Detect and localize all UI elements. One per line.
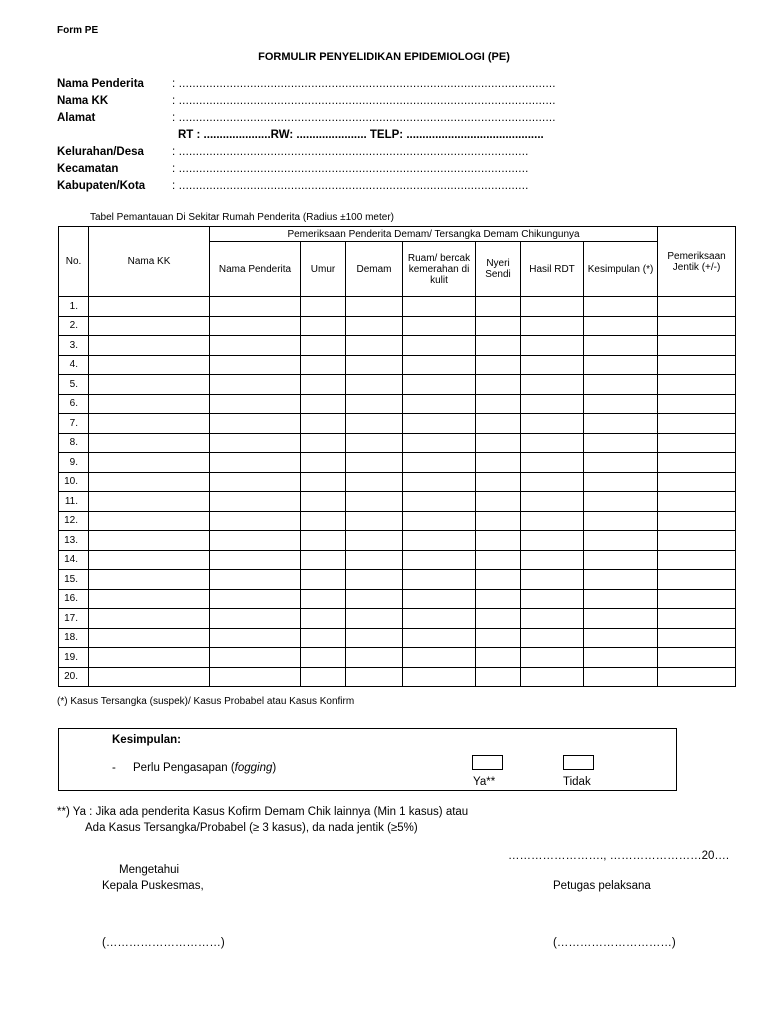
table-cell[interactable] — [521, 511, 584, 531]
table-cell[interactable] — [301, 355, 346, 375]
ya-checkbox[interactable] — [472, 755, 503, 770]
table-cell[interactable] — [89, 414, 210, 434]
table-cell[interactable] — [476, 589, 521, 609]
table-row — [59, 394, 736, 414]
table-cell[interactable] — [210, 297, 301, 317]
row-number: 6. — [59, 394, 89, 414]
table-cell[interactable] — [403, 550, 476, 570]
table-row — [59, 297, 736, 317]
table-cell[interactable] — [521, 453, 584, 473]
table-cell[interactable] — [346, 648, 403, 668]
table-cell[interactable] — [89, 609, 210, 629]
table-cell[interactable] — [403, 336, 476, 356]
table-cell[interactable] — [658, 628, 736, 648]
table-cell[interactable] — [476, 667, 521, 687]
table-cell[interactable] — [584, 570, 658, 590]
row-number: 15. — [59, 570, 89, 590]
table-cell[interactable] — [476, 570, 521, 590]
header-kesimpulan: Kesimpulan (*) — [584, 242, 658, 297]
table-cell[interactable] — [346, 531, 403, 551]
table-cell[interactable] — [346, 550, 403, 570]
header-nama-penderita: Nama Penderita — [210, 242, 301, 297]
table-cell[interactable] — [476, 414, 521, 434]
table-cell[interactable] — [210, 492, 301, 512]
table-cell[interactable] — [346, 472, 403, 492]
table-cell[interactable] — [521, 492, 584, 512]
table-cell[interactable] — [658, 316, 736, 336]
table-cell[interactable] — [584, 297, 658, 317]
table-cell[interactable] — [584, 394, 658, 414]
table-cell[interactable] — [301, 336, 346, 356]
header-ruam: Ruam/ bercak kemerahan di kulit — [403, 242, 476, 297]
table-row — [59, 414, 736, 434]
table-cell[interactable] — [210, 628, 301, 648]
table-cell[interactable] — [658, 375, 736, 395]
table-cell[interactable] — [301, 394, 346, 414]
value-kecamatan[interactable]: : ....................................................................................................... — [172, 163, 529, 175]
fogging-label: Perlu Pengasapan (fogging) — [133, 762, 277, 774]
table-cell[interactable] — [346, 453, 403, 473]
table-cell[interactable] — [584, 433, 658, 453]
table-cell[interactable] — [403, 628, 476, 648]
tidak-checkbox[interactable] — [563, 755, 594, 770]
note-line-1: **) Ya : Jika ada penderita Kasus Kofirm Demam Chik lainnya (Min 1 kasus) atau — [57, 806, 469, 818]
table-cell[interactable] — [210, 453, 301, 473]
table-cell[interactable] — [658, 667, 736, 687]
table-cell[interactable] — [403, 297, 476, 317]
table-cell[interactable] — [476, 609, 521, 629]
table-cell[interactable] — [301, 628, 346, 648]
row-number: 20. — [59, 667, 89, 687]
table-cell[interactable] — [521, 472, 584, 492]
table-cell[interactable] — [658, 511, 736, 531]
table-cell[interactable] — [521, 570, 584, 590]
table-cell[interactable] — [210, 394, 301, 414]
table-cell[interactable] — [346, 375, 403, 395]
row-number: 1. — [59, 297, 89, 317]
table-cell[interactable] — [521, 375, 584, 395]
table-cell[interactable] — [301, 570, 346, 590]
table-cell[interactable] — [346, 414, 403, 434]
table-cell[interactable] — [301, 472, 346, 492]
value-alamat[interactable]: : ............................................................................................................... — [172, 112, 556, 124]
table-cell[interactable] — [403, 472, 476, 492]
table-cell[interactable] — [346, 336, 403, 356]
form-title: FORMULIR PENYELIDIKAN EPIDEMIOLOGI (PE) — [258, 51, 510, 63]
table-cell[interactable] — [584, 453, 658, 473]
table-cell[interactable] — [210, 667, 301, 687]
table-cell[interactable] — [584, 492, 658, 512]
table-cell[interactable] — [89, 453, 210, 473]
table-row — [59, 453, 736, 473]
tidak-label: Tidak — [563, 776, 591, 788]
table-cell[interactable] — [89, 531, 210, 551]
mengetahui-label: Mengetahui — [119, 864, 180, 876]
table-cell[interactable] — [476, 355, 521, 375]
table-cell[interactable] — [658, 414, 736, 434]
table-cell[interactable] — [584, 316, 658, 336]
table-cell[interactable] — [521, 667, 584, 687]
table-cell[interactable] — [521, 414, 584, 434]
label-kabupaten: Kabupaten/Kota — [57, 180, 146, 192]
table-cell[interactable] — [301, 297, 346, 317]
table-cell[interactable] — [210, 589, 301, 609]
row-number: 5. — [59, 375, 89, 395]
form-code: Form PE — [57, 25, 99, 36]
table-cell[interactable] — [403, 609, 476, 629]
table-row — [59, 628, 736, 648]
table-row — [59, 492, 736, 512]
row-number: 8. — [59, 433, 89, 453]
table-cell[interactable] — [210, 531, 301, 551]
table-cell[interactable] — [584, 550, 658, 570]
row-number: 13. — [59, 531, 89, 551]
table-cell[interactable] — [403, 453, 476, 473]
table-cell[interactable] — [658, 589, 736, 609]
row-number: 10. — [59, 472, 89, 492]
value-nama-kk[interactable]: : ............................................................................................................... — [172, 95, 556, 107]
table-row — [59, 511, 736, 531]
table-cell[interactable] — [301, 492, 346, 512]
table-cell[interactable] — [346, 297, 403, 317]
table-cell[interactable] — [476, 433, 521, 453]
table-cell[interactable] — [89, 648, 210, 668]
table-cell[interactable] — [346, 609, 403, 629]
table-cell[interactable] — [521, 355, 584, 375]
value-kabupaten[interactable]: : ....................................................................................................... — [172, 180, 529, 192]
table-cell[interactable] — [476, 394, 521, 414]
table-cell[interactable] — [301, 609, 346, 629]
table-cell[interactable] — [584, 336, 658, 356]
table-cell[interactable] — [403, 589, 476, 609]
header-pemeriksaan-group: Pemeriksaan Penderita Demam/ Tersangka Demam Chikungunya — [210, 227, 658, 242]
table-cell[interactable] — [346, 511, 403, 531]
table-cell[interactable] — [89, 375, 210, 395]
table-cell[interactable] — [476, 550, 521, 570]
table-cell[interactable] — [403, 492, 476, 512]
kepala-puskesmas-label: Kepala Puskesmas, — [102, 880, 204, 892]
table-cell[interactable] — [584, 628, 658, 648]
row-number: 16. — [59, 589, 89, 609]
table-cell[interactable] — [584, 472, 658, 492]
table-cell[interactable] — [658, 550, 736, 570]
row-number: 7. — [59, 414, 89, 434]
table-row — [59, 433, 736, 453]
signature-petugas[interactable]: (…………………………) — [553, 937, 676, 949]
table-cell[interactable] — [521, 589, 584, 609]
row-number: 9. — [59, 453, 89, 473]
table-cell[interactable] — [346, 492, 403, 512]
table-cell[interactable] — [658, 297, 736, 317]
table-row — [59, 667, 736, 687]
table-cell[interactable] — [658, 336, 736, 356]
label-kecamatan: Kecamatan — [57, 163, 119, 175]
header-nyeri-sendi: Nyeri Sendi — [476, 242, 521, 297]
table-cell[interactable] — [89, 628, 210, 648]
table-cell[interactable] — [210, 316, 301, 336]
table-cell[interactable] — [346, 394, 403, 414]
footnote: (*) Kasus Tersangka (suspek)/ Kasus Probabel atau Kasus Konfirm — [57, 696, 355, 707]
petugas-label: Petugas pelaksana — [553, 880, 651, 892]
ya-label: Ya** — [473, 776, 496, 788]
table-cell[interactable] — [658, 609, 736, 629]
row-number: 11. — [59, 492, 89, 512]
table-cell[interactable] — [89, 433, 210, 453]
table-row — [59, 531, 736, 551]
table-cell[interactable] — [346, 570, 403, 590]
table-cell[interactable] — [476, 316, 521, 336]
value-nama-penderita[interactable]: : ............................................................................................................... — [172, 78, 556, 90]
table-cell[interactable] — [584, 648, 658, 668]
table-cell[interactable] — [210, 336, 301, 356]
table-cell[interactable] — [584, 414, 658, 434]
table-cell[interactable] — [521, 648, 584, 668]
label-alamat: Alamat — [57, 112, 96, 124]
table-cell[interactable] — [346, 589, 403, 609]
table-cell[interactable] — [584, 609, 658, 629]
table-cell[interactable] — [346, 355, 403, 375]
table-cell[interactable] — [210, 511, 301, 531]
table-cell[interactable] — [89, 492, 210, 512]
table-cell[interactable] — [346, 667, 403, 687]
table-row — [59, 570, 736, 590]
table-cell[interactable] — [301, 316, 346, 336]
table-cell[interactable] — [476, 492, 521, 512]
table-cell[interactable] — [403, 414, 476, 434]
table-cell[interactable] — [210, 648, 301, 668]
table-cell[interactable] — [301, 531, 346, 551]
table-row — [59, 336, 736, 356]
table-cell[interactable] — [476, 453, 521, 473]
header-nama-kk: Nama KK — [89, 227, 210, 297]
table-cell[interactable] — [89, 297, 210, 317]
table-row — [59, 316, 736, 336]
header-hasil-rdt: Hasil RDT — [521, 242, 584, 297]
kesimpulan-bullet: - — [112, 762, 116, 774]
table-cell[interactable] — [521, 609, 584, 629]
table-cell[interactable] — [403, 355, 476, 375]
table-cell[interactable] — [403, 511, 476, 531]
table-cell[interactable] — [89, 316, 210, 336]
table-caption: Tabel Pemantauan Di Sekitar Rumah Penderita (Radius ±100 meter) — [90, 212, 394, 223]
table-cell[interactable] — [521, 550, 584, 570]
header-demam: Demam — [346, 242, 403, 297]
table-cell[interactable] — [584, 667, 658, 687]
table-row — [59, 589, 736, 609]
row-number: 2. — [59, 316, 89, 336]
table-cell[interactable] — [346, 628, 403, 648]
kesimpulan-title: Kesimpulan: — [112, 734, 182, 746]
table-cell[interactable] — [658, 648, 736, 668]
header-umur: Umur — [301, 242, 346, 297]
table-cell[interactable] — [346, 433, 403, 453]
table-cell[interactable] — [658, 472, 736, 492]
header-jentik: Pemeriksaan Jentik (+/-) — [658, 227, 736, 297]
table-cell[interactable] — [584, 511, 658, 531]
table-cell[interactable] — [346, 316, 403, 336]
row-number: 12. — [59, 511, 89, 531]
table-cell[interactable] — [521, 297, 584, 317]
table-cell[interactable] — [521, 628, 584, 648]
label-kelurahan: Kelurahan/Desa — [57, 146, 144, 158]
date-line[interactable]: ……………………., ……………………20…. — [508, 850, 730, 862]
header-no: No. — [59, 227, 89, 297]
label-nama-kk: Nama KK — [57, 95, 109, 107]
table-cell[interactable] — [476, 531, 521, 551]
table-cell[interactable] — [301, 511, 346, 531]
table-cell[interactable] — [403, 394, 476, 414]
table-cell[interactable] — [89, 511, 210, 531]
row-number: 17. — [59, 609, 89, 629]
table-cell[interactable] — [658, 570, 736, 590]
table-row — [59, 472, 736, 492]
table-cell[interactable] — [584, 531, 658, 551]
rt-rw-telp-line[interactable]: RT : .....................RW: ...................... TELP: ........................................... — [178, 129, 544, 141]
table-row — [59, 609, 736, 629]
table-cell[interactable] — [658, 355, 736, 375]
table-cell[interactable] — [403, 648, 476, 668]
table-cell[interactable] — [476, 336, 521, 356]
table-cell[interactable] — [403, 531, 476, 551]
table-cell[interactable] — [584, 375, 658, 395]
table-cell[interactable] — [476, 472, 521, 492]
table-cell[interactable] — [521, 336, 584, 356]
table-cell[interactable] — [89, 667, 210, 687]
table-cell[interactable] — [210, 433, 301, 453]
label-nama-penderita: Nama Penderita — [57, 78, 144, 90]
table-cell[interactable] — [521, 316, 584, 336]
value-kelurahan[interactable]: : ....................................................................................................... — [172, 146, 529, 158]
table-cell[interactable] — [210, 375, 301, 395]
table-cell[interactable] — [521, 394, 584, 414]
table-cell[interactable] — [301, 550, 346, 570]
table-row — [59, 375, 736, 395]
table-cell[interactable] — [403, 667, 476, 687]
table-cell[interactable] — [403, 570, 476, 590]
table-cell[interactable] — [301, 667, 346, 687]
table-cell[interactable] — [476, 511, 521, 531]
table-cell[interactable] — [658, 453, 736, 473]
table-cell[interactable] — [476, 628, 521, 648]
table-cell[interactable] — [210, 355, 301, 375]
table-cell[interactable] — [301, 453, 346, 473]
table-cell[interactable] — [210, 609, 301, 629]
table-cell[interactable] — [476, 648, 521, 668]
table-cell[interactable] — [210, 570, 301, 590]
table-cell[interactable] — [210, 472, 301, 492]
table-cell[interactable] — [210, 550, 301, 570]
table-cell[interactable] — [89, 589, 210, 609]
row-number: 18. — [59, 628, 89, 648]
table-cell[interactable] — [89, 394, 210, 414]
table-cell[interactable] — [658, 394, 736, 414]
note-line-2: Ada Kasus Tersangka/Probabel (≥ 3 kasus), da nada jentik (≥5%) — [85, 822, 418, 834]
table-cell[interactable] — [301, 414, 346, 434]
table-cell[interactable] — [658, 433, 736, 453]
table-cell[interactable] — [403, 316, 476, 336]
table-cell[interactable] — [658, 531, 736, 551]
table-cell[interactable] — [521, 531, 584, 551]
row-number: 19. — [59, 648, 89, 668]
signature-kepala[interactable]: (…………………………) — [102, 937, 225, 949]
table-cell[interactable] — [584, 355, 658, 375]
table-cell[interactable] — [301, 589, 346, 609]
table-cell[interactable] — [658, 492, 736, 512]
table-cell[interactable] — [403, 375, 476, 395]
table-row — [59, 355, 736, 375]
table-cell[interactable] — [476, 375, 521, 395]
monitoring-table — [58, 226, 736, 687]
table-cell[interactable] — [476, 297, 521, 317]
table-row — [59, 550, 736, 570]
row-number: 4. — [59, 355, 89, 375]
table-cell[interactable] — [89, 570, 210, 590]
table-cell[interactable] — [584, 589, 658, 609]
table-cell[interactable] — [89, 336, 210, 356]
table-cell[interactable] — [301, 648, 346, 668]
table-cell[interactable] — [403, 433, 476, 453]
table-cell[interactable] — [521, 433, 584, 453]
table-cell[interactable] — [210, 414, 301, 434]
row-number: 14. — [59, 550, 89, 570]
table-cell[interactable] — [301, 375, 346, 395]
table-cell[interactable] — [89, 550, 210, 570]
row-number: 3. — [59, 336, 89, 356]
table-cell[interactable] — [89, 472, 210, 492]
table-row — [59, 648, 736, 668]
table-cell[interactable] — [301, 433, 346, 453]
table-cell[interactable] — [89, 355, 210, 375]
